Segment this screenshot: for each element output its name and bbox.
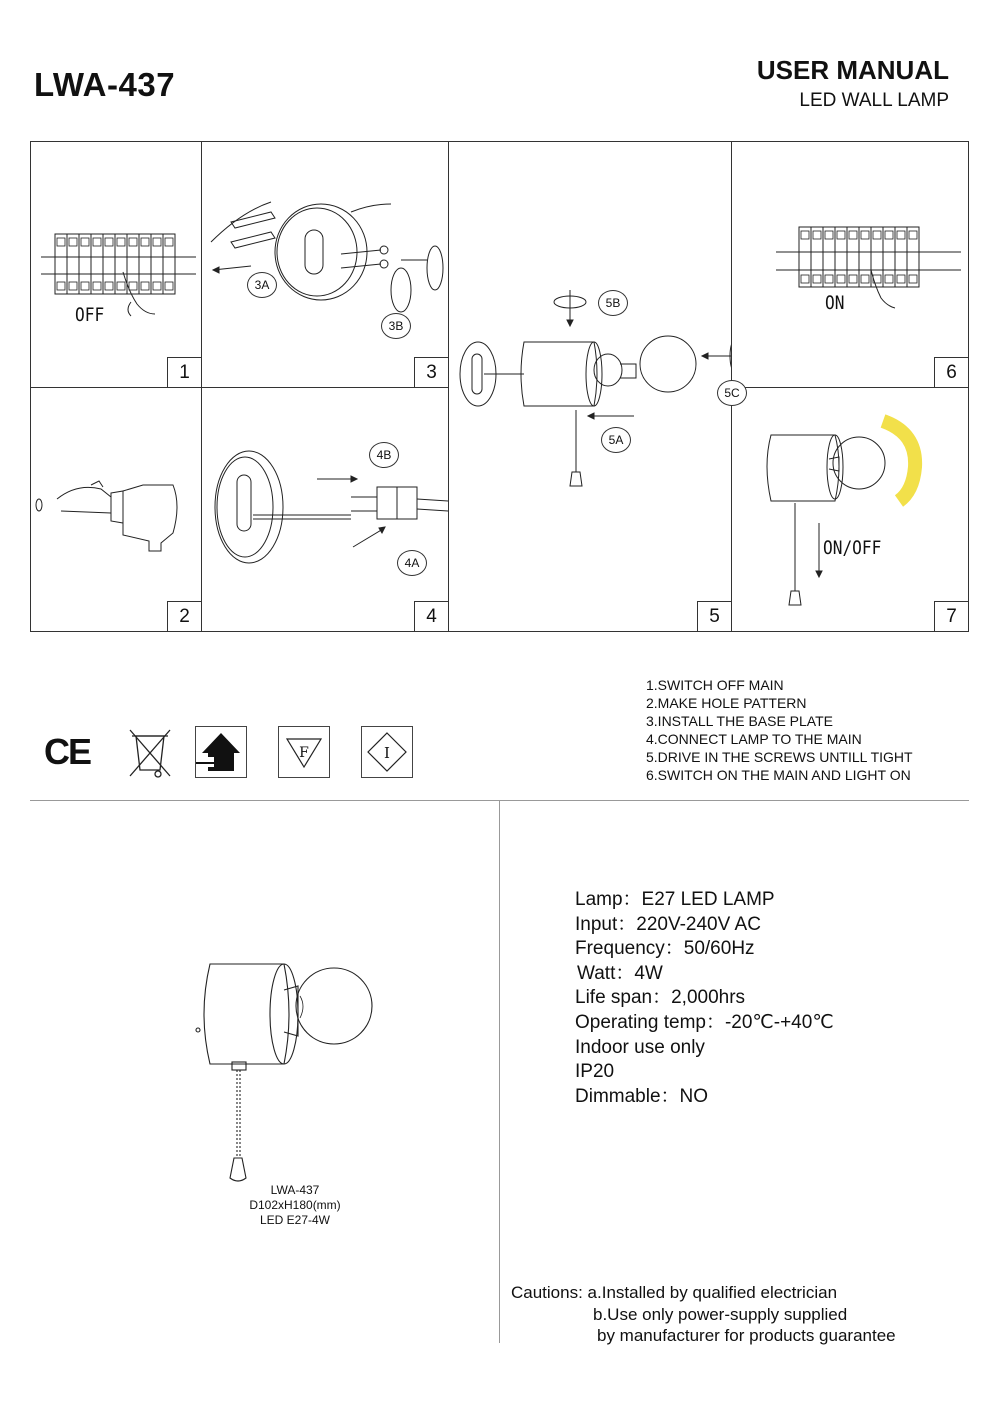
spec-watt: Watt：4W <box>577 962 663 984</box>
step-7-panel <box>731 387 968 631</box>
caption-size: D102xH180(mm) <box>249 1198 341 1212</box>
installation-steps-grid <box>30 141 969 632</box>
step-1-panel <box>31 142 201 387</box>
step-number-7: 7 <box>934 601 968 631</box>
step-number-5: 5 <box>697 601 731 631</box>
callout-3a: 3A <box>247 272 277 298</box>
spec-ip: IP20 <box>575 1061 615 1083</box>
spec-lamp: Lamp：E27 LED LAMP <box>575 889 775 910</box>
instruction-item: 4.CONNECT LAMP TO THE MAIN <box>646 731 862 747</box>
ce-mark-icon: CE <box>44 731 91 772</box>
instruction-item: 5.DRIVE IN THE SCREWS UNTILL TIGHT <box>646 749 913 765</box>
instruction-item: 1.SWITCH OFF MAIN <box>646 677 784 693</box>
callout-4b: 4B <box>369 442 399 468</box>
model-code: LWA-437 <box>34 66 176 103</box>
svg-text:I: I <box>384 744 390 762</box>
step-6-panel <box>731 142 968 387</box>
spec-indoor: Indoor use only <box>575 1036 705 1058</box>
step-number-3: 3 <box>414 357 448 387</box>
weee-bin-icon <box>124 726 176 778</box>
callout-5a: 5A <box>601 427 631 453</box>
label-on-off: ON/OFF <box>823 537 882 559</box>
step-4-panel <box>201 387 448 631</box>
certification-icons <box>44 726 424 782</box>
spec-life-span: Life span：2,000hrs <box>575 987 746 1009</box>
step-5-panel <box>448 142 740 631</box>
callout-4a: 4A <box>397 550 427 576</box>
product-caption <box>200 1183 390 1228</box>
step-number-4: 4 <box>414 601 448 631</box>
caution-line-2: b.Use only power-supply supplied <box>593 1304 848 1324</box>
drilling-illustration <box>31 387 201 631</box>
specifications <box>575 888 834 1109</box>
spec-input: Input：220V-240V AC <box>575 913 761 935</box>
label-off: OFF <box>75 304 105 326</box>
caution-line-3: by manufacturer for products guarantee <box>597 1326 896 1345</box>
breaker-on-illustration <box>731 142 968 387</box>
wiring-connection-illustration <box>201 387 448 631</box>
step-number-1: 1 <box>167 357 201 387</box>
label-on: ON <box>825 292 845 314</box>
spec-operating-temp: Operating temp：-20℃-+40℃ <box>575 1011 834 1033</box>
lamp-assembly-illustration <box>448 142 731 631</box>
callout-5b: 5B <box>598 290 628 316</box>
product-drawing <box>180 940 390 1185</box>
caution-line-1: Cautions: a.Installed by qualified electrician <box>511 1283 838 1302</box>
manual-title: USER MANUAL <box>756 55 949 85</box>
f-mark-icon <box>278 726 330 778</box>
caption-model: LWA-437 <box>270 1183 320 1197</box>
instruction-item: 6.SWITCH ON THE MAIN AND LIGHT ON <box>646 767 911 783</box>
spec-frequency: Frequency：50/60Hz <box>575 938 755 960</box>
instruction-item: 3.INSTALL THE BASE PLATE <box>646 713 833 729</box>
instructions-list <box>646 676 913 784</box>
cautions <box>511 1282 896 1347</box>
manual-subtitle: LED WALL LAMP <box>799 90 949 111</box>
step-number-6: 6 <box>934 357 968 387</box>
svg-text:F: F <box>299 745 309 761</box>
spec-dimmable: Dimmable：NO <box>575 1085 709 1107</box>
step-2-panel <box>31 387 201 631</box>
instruction-item: 2.MAKE HOLE PATTERN <box>646 695 807 711</box>
pull-switch-illustration <box>731 387 968 631</box>
class-ii-house-icon <box>195 726 247 778</box>
callout-5c: 5C <box>717 380 747 406</box>
caption-lamp: LED E27-4W <box>259 1213 331 1227</box>
base-plate-install-illustration <box>201 142 448 387</box>
column-divider <box>499 800 500 1343</box>
breaker-off-illustration <box>31 142 201 387</box>
step-number-2: 2 <box>167 601 201 631</box>
light-glow <box>883 421 915 501</box>
indoor-i-icon <box>361 726 413 778</box>
step-3-panel <box>201 142 448 387</box>
callout-3b: 3B <box>381 313 411 339</box>
